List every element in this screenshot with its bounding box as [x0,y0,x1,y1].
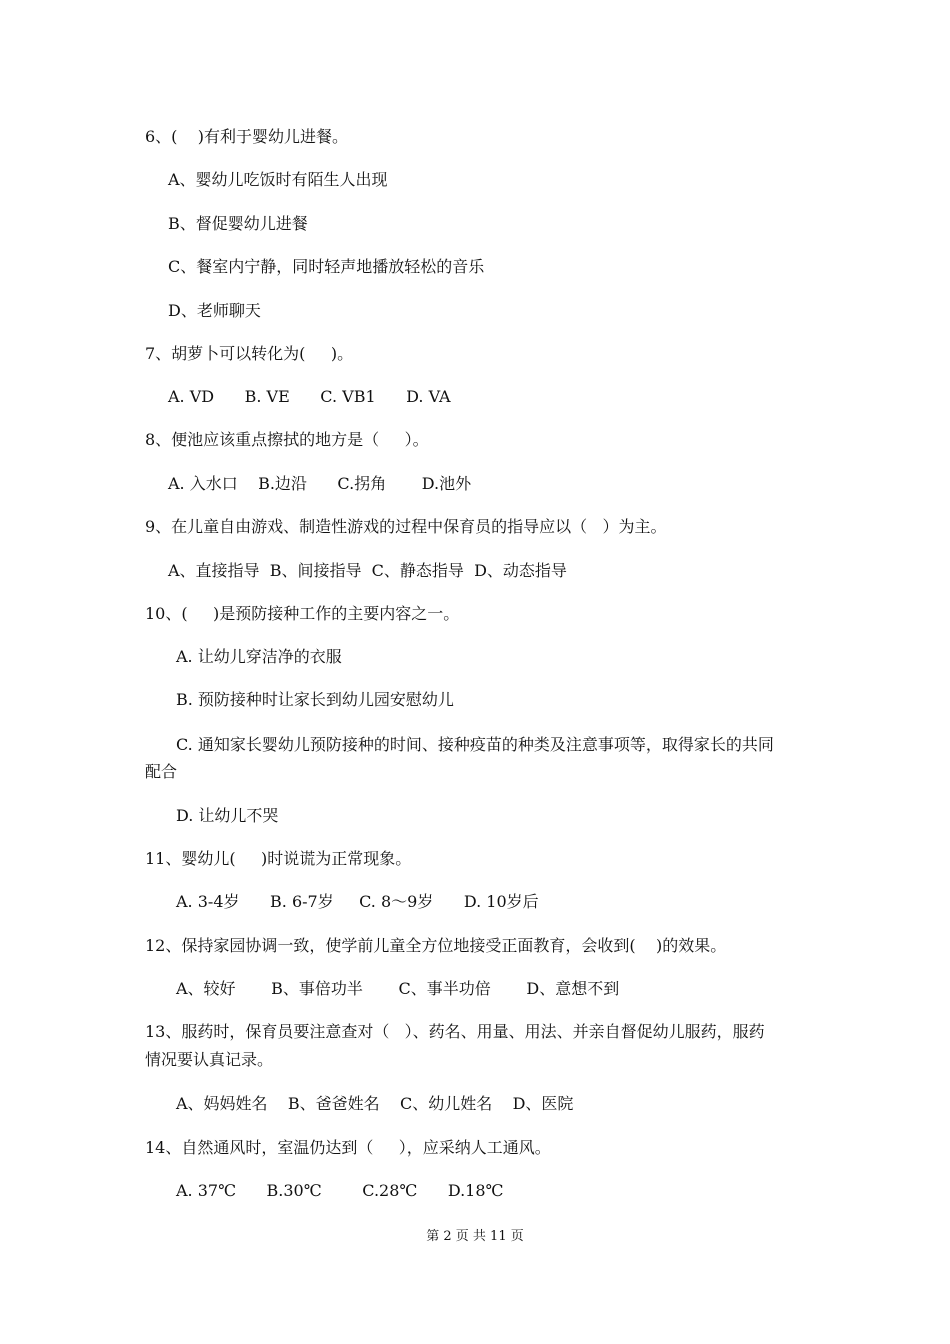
question-6-option-d: D、老师聊天 [168,301,261,320]
question-11-options: A. 3-4岁 B. 6-7岁 C. 8～9岁 D. 10岁后 [176,892,539,911]
question-6-stem: 6、( )有利于婴幼儿进餐。 [145,127,349,146]
question-12-stem: 12、保持家园协调一致，使学前儿童全方位地接受正面教育，会收到( )的效果。 [145,936,727,955]
question-9-options: A、直接指导 B、间接指导 C、静态指导 D、动态指导 [168,561,567,580]
question-13-options: A、妈妈姓名 B、爸爸姓名 C、幼儿姓名 D、医院 [176,1094,574,1113]
question-10-option-b: B. 预防接种时让家长到幼儿园安慰幼儿 [176,690,454,709]
page-number-footer: 第 2 页 共 11 页 [426,1229,524,1244]
question-6-option-a: A、婴幼儿吃饭时有陌生人出现 [168,170,388,189]
question-7-stem: 7、胡萝卜可以转化为( )。 [145,344,354,363]
question-13-stem-continued: 情况要认真记录。 [145,1050,274,1069]
question-10-stem: 10、( )是预防接种工作的主要内容之一。 [145,604,460,623]
question-10-option-c: C. 通知家长婴幼儿预防接种的时间、接种疫苗的种类及注意事项等，取得家长的共同 [176,735,774,754]
question-10-option-c-continued: 配合 [145,762,178,781]
question-14-options: A. 37℃ B.30℃ C.28℃ D.18℃ [176,1181,504,1200]
question-10-option-d: D. 让幼儿不哭 [176,806,279,825]
question-11-stem: 11、婴幼儿( )时说谎为正常现象。 [145,849,412,868]
question-7-options: A. VD B. VE C. VB1 D. VA [168,387,451,406]
question-6-option-c: C、餐室内宁静，同时轻声地播放轻松的音乐 [168,257,485,276]
question-6-option-b: B、督促婴幼儿进餐 [168,214,308,233]
question-14-stem: 14、自然通风时，室温仍达到（ ），应采纳人工通风。 [145,1138,551,1157]
question-9-stem: 9、在儿童自由游戏、制造性游戏的过程中保育员的指导应以（ ）为主。 [145,517,667,536]
question-13-stem: 13、服药时，保育员要注意查对（ ）、药名、用量、用法、并亲自督促幼儿服药，服药 [145,1022,765,1041]
question-8-options: A. 入水口 B.边沿 C.拐角 D.池外 [168,474,472,493]
question-10-option-a: A. 让幼儿穿洁净的衣服 [176,647,342,666]
question-8-stem: 8、便池应该重点擦拭的地方是（ ）。 [145,430,429,449]
question-12-options: A、较好 B、事倍功半 C、事半功倍 D、意想不到 [176,979,620,998]
